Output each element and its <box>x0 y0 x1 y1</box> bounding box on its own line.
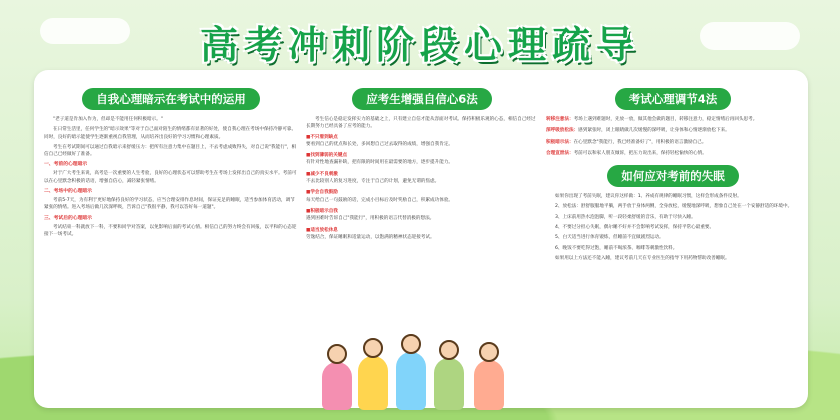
item-lead: ■不只看到缺点 <box>306 134 338 140</box>
left-column <box>44 88 298 241</box>
children-illustration <box>318 336 524 410</box>
list-item <box>306 171 538 186</box>
child-figure <box>474 360 504 410</box>
child-figure <box>434 358 464 410</box>
confidence-list <box>306 134 538 242</box>
item-lead: ■找到薄弱的关键点 <box>306 153 348 159</box>
list-item <box>306 134 538 149</box>
item-text: 遇到困难时告诉自己"我能行"，用积极的语言代替消极的想法。 <box>306 216 435 222</box>
subheading: 二、考场中的心理暗示 <box>44 189 92 195</box>
item-text: 每天给自己一句鼓励的话，完成小目标后及时奖励自己，积累成功体验。 <box>306 197 454 203</box>
section-heading-confidence: 应考生增强自信心6法 <box>352 88 492 110</box>
item-text: 考场上遇到难题时，先放一放，做其他会做的题目，转移注意力，稳定情绪后再回头思考。 <box>573 117 758 122</box>
item-text: 要看到自己的优点和长处，多回想自己过去取得的成绩，增强自我肯定。 <box>306 141 454 147</box>
right-column <box>546 88 800 265</box>
list-item <box>546 139 800 146</box>
item-text: 劳逸结合，保证睡眠和适量运动，以饱满的精神状态迎接考试。 <box>306 234 435 240</box>
item-text: 有针对性地查漏补缺，把有限的时间用在最需要的地方，逐步提升能力。 <box>306 160 454 166</box>
item-text: 不去比较别人的复习进度，专注于自己的计划，避免无谓的焦虑。 <box>306 179 440 185</box>
list-item <box>546 116 800 123</box>
list-item <box>306 208 538 223</box>
subheading: 三、考试后的心理暗示 <box>44 215 92 221</box>
page-title: 高考冲刺阶段心理疏导 <box>199 23 640 67</box>
item-text: 在心里默念"我能行，我已经准备好了"，用积极的语言激励自己。 <box>573 139 707 145</box>
item-text: 考前可以和家人朋友倾诉，把压力说出来，保持轻松愉快的心情。 <box>573 150 707 156</box>
paragraph: 对于广大考生来说，高考是一次重要的人生考验，良好的心理状态可以帮助考生在考场上发挥出自己的真实水平。考前可以在心里默念积极的话语，增强自信心，减轻紧张情绪。 <box>44 171 297 184</box>
item-lead: ■学会自我鼓励 <box>306 190 338 196</box>
child-figure <box>358 356 388 410</box>
paragraph: 3、上床前用热水泡泡脚，听一段轻柔舒缓的音乐，有助于尽快入睡。 <box>555 214 696 220</box>
paragraph: 2、放松法：舒舒服服地平躺，两手放于身体两侧，全身放松，缓慢地深呼吸，想象自己处在一个安静舒适的环境中。 <box>555 204 793 210</box>
paragraph: 在日常生活里，任何学生的"暗示效果"等对于自己面对陌生的情绪都有显著的好处，使自我心理在考场中保持冷静可靠。同时，良好的暗示能使学生逐渐重视自我管理，从而培养出良好的学习习惯和心理素质。 <box>44 127 297 140</box>
list-item <box>546 150 800 157</box>
subheading: 一、考前的心理暗示 <box>44 162 88 168</box>
child-figure <box>396 352 426 410</box>
paragraph: 考生在考试期间可以通过自我暗示来舒缓压力：把所有注意力集中在题目上，不去考虑成败得失，对自己说"我能行"，相信自己已经做好了准备。 <box>44 144 297 158</box>
section-heading-adjustment: 考试心理调节4法 <box>615 88 732 110</box>
paragraph: 5、白天适当进行体育锻炼，但睡前不宜做剧烈运动。 <box>555 235 664 241</box>
middle-column <box>306 88 538 245</box>
adjustment-list <box>546 116 800 157</box>
list-item <box>306 189 538 204</box>
list-item <box>306 152 538 167</box>
item-lead: 深呼吸放松法： <box>546 128 579 134</box>
item-lead: ■积极暗示自我 <box>306 208 338 214</box>
section-heading-insomnia: 如何应对考前的失眠 <box>607 165 739 187</box>
paragraph: 考前5-7天，为有利于更好地保持良好的学习状态，应当合理安排作息时间，保证充足的睡眠，适当参加体育活动，调节紧张的情绪。进入考场后做几次深呼吸，告诉自己"我很平静，我可以答好每一道题"。 <box>44 198 295 211</box>
item-lead: 积极暗示法： <box>546 139 574 145</box>
list-item <box>546 127 800 134</box>
item-lead: ■适当放松休息 <box>306 227 338 233</box>
item-lead: 转移注意法： <box>546 117 574 122</box>
list-item <box>306 227 538 242</box>
paragraph: 如果你出现了考前失眠，建议你这样做：1、养成有规律的睡眠习惯，这样会形成条件反射。 <box>555 194 742 200</box>
paragraph: 如果用以上方法还不能入睡，建议考前几天在专业医生的指导下用药物帮助改善睡眠。 <box>555 255 730 261</box>
paragraph: 4、不要过分担心失眠，偶尔睡不好并不会影响考试发挥，保持平常心最重要。 <box>555 225 715 231</box>
paragraph: 6、晚饭不要吃得过饱，睡前不喝浓茶、咖啡等刺激性饮料。 <box>555 245 678 251</box>
section-heading-self-suggestion: 自我心理暗示在考试中的运用 <box>82 88 260 110</box>
paragraph: 考试结束一科就放下一科，不要和同学对答案，以免影响后面的考试心情。相信自己的努力终会有回报，以平和的心态迎接下一场考试。 <box>44 224 297 237</box>
item-lead: 合理宣泄法： <box>546 150 574 156</box>
paragraph: "老子道是肯加入作为，但却是不能用任何积极暗示。" <box>53 117 163 122</box>
paragraph: 考生信心是稳定发挥实力的基础之上，只有建立自信才能从容面对考试。保持积极乐观的心态，相信自己经过长期努力已经具备了应考的能力。 <box>306 117 536 130</box>
child-figure <box>322 362 352 410</box>
item-lead: ■减少不良刺激 <box>306 171 338 177</box>
item-text: 感到紧张时，闭上眼睛做几次缓慢的深呼吸，让身体和心情逐渐放松下来。 <box>578 128 730 134</box>
